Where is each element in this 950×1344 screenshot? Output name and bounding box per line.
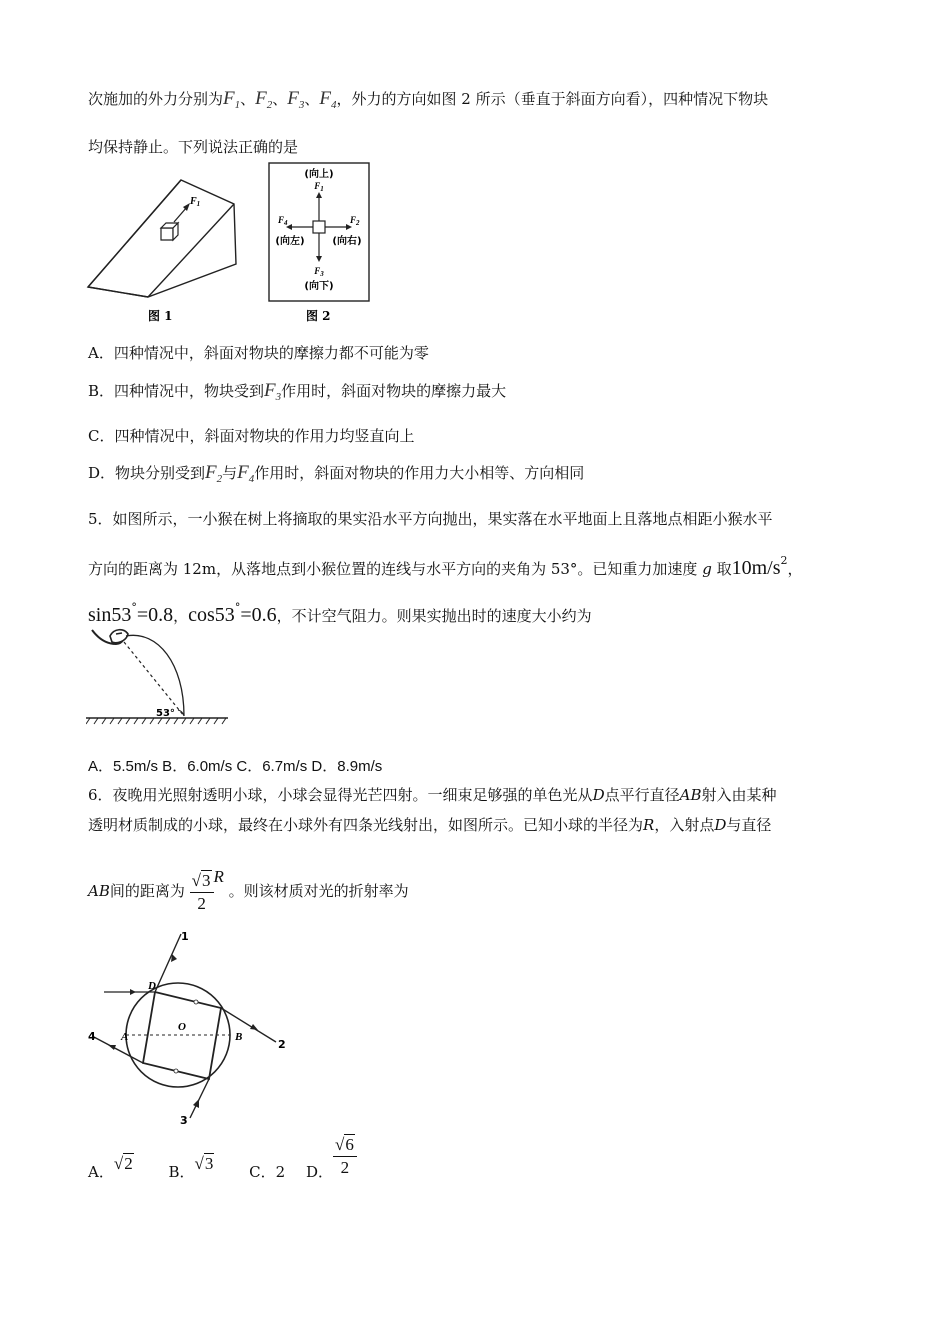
q4-option-c: C．四种情况中，斜面对物块的作用力均竖直向上 [88,427,415,445]
point-a-label: A [121,1031,129,1043]
fig2-f2-label: $F_2$ [350,215,360,227]
q6-option-d: D． $\frac{√6}{2}$ [306,1134,357,1202]
f2-symbol: $F_2$ [255,88,273,111]
dir-left-label: (向左) [275,236,305,247]
q4-figure-1 [86,162,246,322]
block-cube [161,223,178,240]
q6-line-2: 透明材质制成的小球，最终在小球外有四条光线射出，如图所示。已知小球的半径为R，入射点D与直径 [88,816,772,834]
q5-line-3: sin53°=0.8，cos53°=0.6，不计空气阻力。则果实抛出时的速度大小约为 [88,601,592,626]
q5-line-1: 5．如图所示，一小猴在树上将摘取的果实沿水平方向抛出，果实落在水平地面上且落地点相距小猴水平 [88,510,773,528]
dir-right-label: (向右) [332,236,362,247]
q5-options: A．5.5m/s B．6.0m/s C．6.7m/s D．8.9m/s [88,758,383,775]
q6-line-3: AB间的距离为 $\frac{√3}{2}$ R 。则该材质对光的折射率为 [88,867,409,913]
dir-down-label: (向下) [304,281,334,292]
q4-line-2: 均保持静止。下列说法正确的是 [88,138,299,156]
svg-text:4: 4 [88,1030,96,1043]
block-square [313,221,325,233]
distance-fraction: $\frac{√3}{2}$ [190,870,214,915]
dashed-line [124,642,184,716]
fig2-f3-label: $F_3$ [314,266,324,278]
fig1-caption: 图 1 [148,309,173,322]
point-o-label: O [178,1021,186,1033]
q4-option-d: D．物块分别受到$F_2$与$F_4$作用时，斜面对物块的作用力大小相等、方向相同 [88,462,585,485]
svg-text:3: 3 [180,1114,188,1127]
fig1-force-label: $F_1$ [190,196,201,208]
svg-text:2: 2 [278,1038,286,1051]
dir-up-label: (向上) [304,169,334,180]
trajectory-curve [126,635,184,716]
q4-figure-2 [266,162,372,324]
monkey-icon [110,630,128,643]
f4-symbol: $F_4$ [319,88,337,111]
ray-4 [92,1036,143,1063]
point-b-label: B [235,1031,243,1043]
q4-line-1: 次施加的外力分别为$F_1$、$F_2$、$F_3$、$F_4$，外力的方向如图 2 所示（垂直于斜面方向看），四种情况下物块 [88,88,769,111]
q5-figure [86,624,231,734]
fig2-f4-label: $F_4$ [278,215,288,227]
q6-figure [86,928,296,1128]
svg-text:1: 1 [181,930,189,943]
q6-option-a: A．√2 [88,1154,133,1181]
f1-symbol: $F_1$ [223,88,241,111]
q4-option-a: A．四种情况中，斜面对物块的摩擦力都不可能为零 [88,344,429,362]
q5-line-2: 方向的距离为 12m，从落地点到小猴位置的连线与水平方向的夹角为 53°。已知重力加速度 g 取$10m/s^2$， [88,554,803,579]
q6-option-c: C．2 [249,1163,286,1181]
q6-option-b: B．√3 [168,1154,214,1181]
fig2-caption: 图 2 [306,309,331,323]
f3-symbol: $F_3$ [287,88,305,111]
angle-label: 53° [156,708,175,719]
point-d-label: D [148,980,156,992]
q6-line-1: 6．夜晚用光照射透明小球，小球会显得光芒四射。一细束足够强的单色光从D点平行直径AB射入由某种 [88,786,777,804]
fig2-f1-label: $F_1$ [314,181,324,193]
q4-option-b: B．四种情况中，物块受到$F_3$作用时，斜面对物块的摩擦力最大 [88,380,507,403]
q6-options [88,1134,357,1202]
